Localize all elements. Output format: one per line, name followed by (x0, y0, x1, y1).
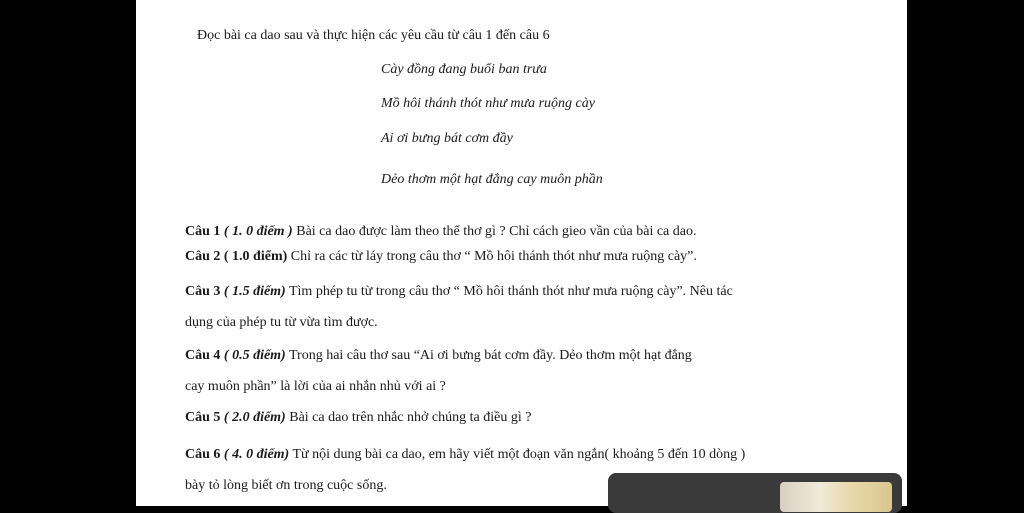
video-overlay-thumbnail[interactable] (608, 473, 902, 513)
intro-text: Đọc bài ca dao sau và thực hiện các yêu cầu từ câu 1 đến câu 6 (197, 28, 550, 43)
question-1-points: ( 1. 0 điểm ) (223, 224, 293, 239)
question-4-continued: cay muôn phần” là lời của ai nhắn nhủ với ai ? (185, 379, 446, 394)
question-5-label: Câu 5 (185, 410, 224, 425)
document-page (136, 0, 907, 506)
question-6-continued: bày tỏ lòng biết ơn trong cuộc sống. (185, 478, 387, 493)
question-1 (185, 224, 696, 240)
poem-line-2: Mồ hôi thánh thót như mưa ruộng cày (381, 96, 595, 111)
question-3-text: Tìm phép tu từ trong câu thơ “ Mồ hôi thánh thót như mưa ruộng cày”. Nêu tác (285, 284, 733, 299)
question-4-label: Câu 4 (185, 348, 224, 363)
question-2-text: Chỉ ra các từ láy trong câu thơ “ Mồ hôi thánh thót như mưa ruộng cày”. (287, 249, 697, 264)
question-6-text: Từ nội dung bài ca dao, em hãy viết một đoạn văn ngắn( khoảng 5 đến 10 dòng ) (289, 447, 746, 462)
question-1-label: Câu 1 (185, 224, 224, 239)
question-6 (185, 447, 745, 463)
question-3-continued: dụng của phép tu từ vừa tìm được. (185, 315, 378, 330)
question-2 (185, 249, 697, 265)
overlay-preview-image (780, 482, 892, 512)
poem-line-3: Ai ơi bưng bát cơm đầy (381, 131, 513, 146)
question-3 (185, 284, 733, 300)
poem-line-4: Dẻo thơm một hạt đắng cay muôn phần (381, 172, 603, 187)
question-1-text: Bài ca dao được làm theo thể thơ gì ? Chỉ cách gieo vần của bài ca dao. (292, 224, 697, 239)
question-3-label: Câu 3 (185, 284, 224, 299)
question-4 (185, 348, 692, 364)
question-3-points: ( 1.5 điểm) (223, 284, 286, 299)
question-2-label: Câu 2 ( 1.0 điểm) (185, 249, 288, 264)
question-5-points: ( 2.0 điểm) (223, 410, 286, 425)
question-5-text: Bài ca dao trên nhắc nhở chúng ta điều gì ? (285, 410, 532, 425)
question-4-points: ( 0.5 điểm) (223, 348, 286, 363)
poem-line-1: Cày đồng đang buổi ban trưa (381, 62, 547, 77)
question-4-text: Trong hai câu thơ sau “Ai ơi bưng bát cơm đầy. Dẻo thơm một hạt đắng (285, 348, 692, 363)
question-6-label: Câu 6 (185, 447, 224, 462)
question-5 (185, 410, 531, 426)
question-6-points: ( 4. 0 điểm) (223, 447, 290, 462)
